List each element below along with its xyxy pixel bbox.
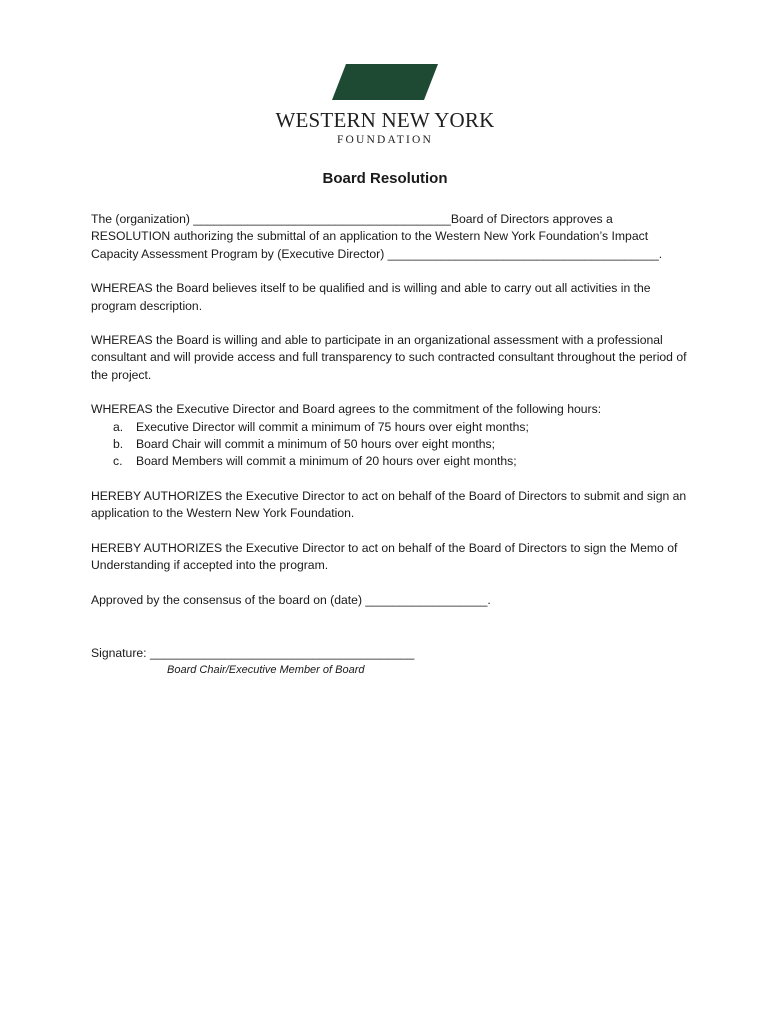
whereas-paragraph-2: WHEREAS the Board is willing and able to participate in an organizational assessment with a professional consultant and will provide access and full transparency to such contracted consultant throughout the period of the project. (91, 333, 687, 382)
logo-mark-icon (332, 64, 438, 100)
commitment-item (91, 436, 691, 453)
list-marker: c. (113, 454, 123, 469)
approved-paragraph: Approved by the consensus of the board on (date) __________________. (91, 592, 491, 607)
authorizes-paragraph-1: HEREBY AUTHORIZES the Executive Director to act on behalf of the Board of Directors to submit and sign an application to the Western New York Foundation. (91, 488, 687, 521)
foundation-logo (0, 64, 770, 147)
commitment-item (91, 453, 691, 470)
commitment-item (91, 419, 691, 436)
whereas-paragraph-1: WHEREAS the Board believes itself to be qualified and is willing and able to carry out all activities in the program description. (91, 281, 651, 313)
logo-name: WESTERN NEW YORK (275, 108, 495, 132)
document-title: Board Resolution (322, 170, 448, 187)
authorizes-paragraph-2: HEREBY AUTHORIZES the Executive Director to act on behalf of the Board of Directors to sign the Memo of Understanding if accepted into the program. (91, 540, 678, 573)
commitment-text: Executive Director will commit a minimum of 75 hours over eight months; (136, 419, 529, 434)
logo-subname: FOUNDATION (336, 134, 434, 146)
commitment-text: Board Chair will commit a minimum of 50 hours over eight months; (136, 437, 495, 452)
intro-paragraph: The (organization) ______________________________________Board of Directors approves a RESOLUTION authorizing the submittal of an application to the Western New York Foundation’s Impact Capacity Assessment Program by (Executive Director) ________________________________________. (91, 212, 663, 261)
commitment-text: Board Members will commit a minimum of 20 hours over eight months; (136, 454, 517, 469)
list-marker: b. (113, 437, 124, 452)
whereas-paragraph-3: WHEREAS the Executive Director and Board agrees to the commitment of the following hours: (91, 402, 602, 417)
signature-line: Signature: _______________________________________ (91, 646, 415, 660)
commitment-list (91, 419, 691, 471)
list-marker: a. (113, 419, 124, 434)
signature-caption: Board Chair/Executive Member of Board (167, 664, 365, 676)
resolution-body (91, 211, 691, 626)
